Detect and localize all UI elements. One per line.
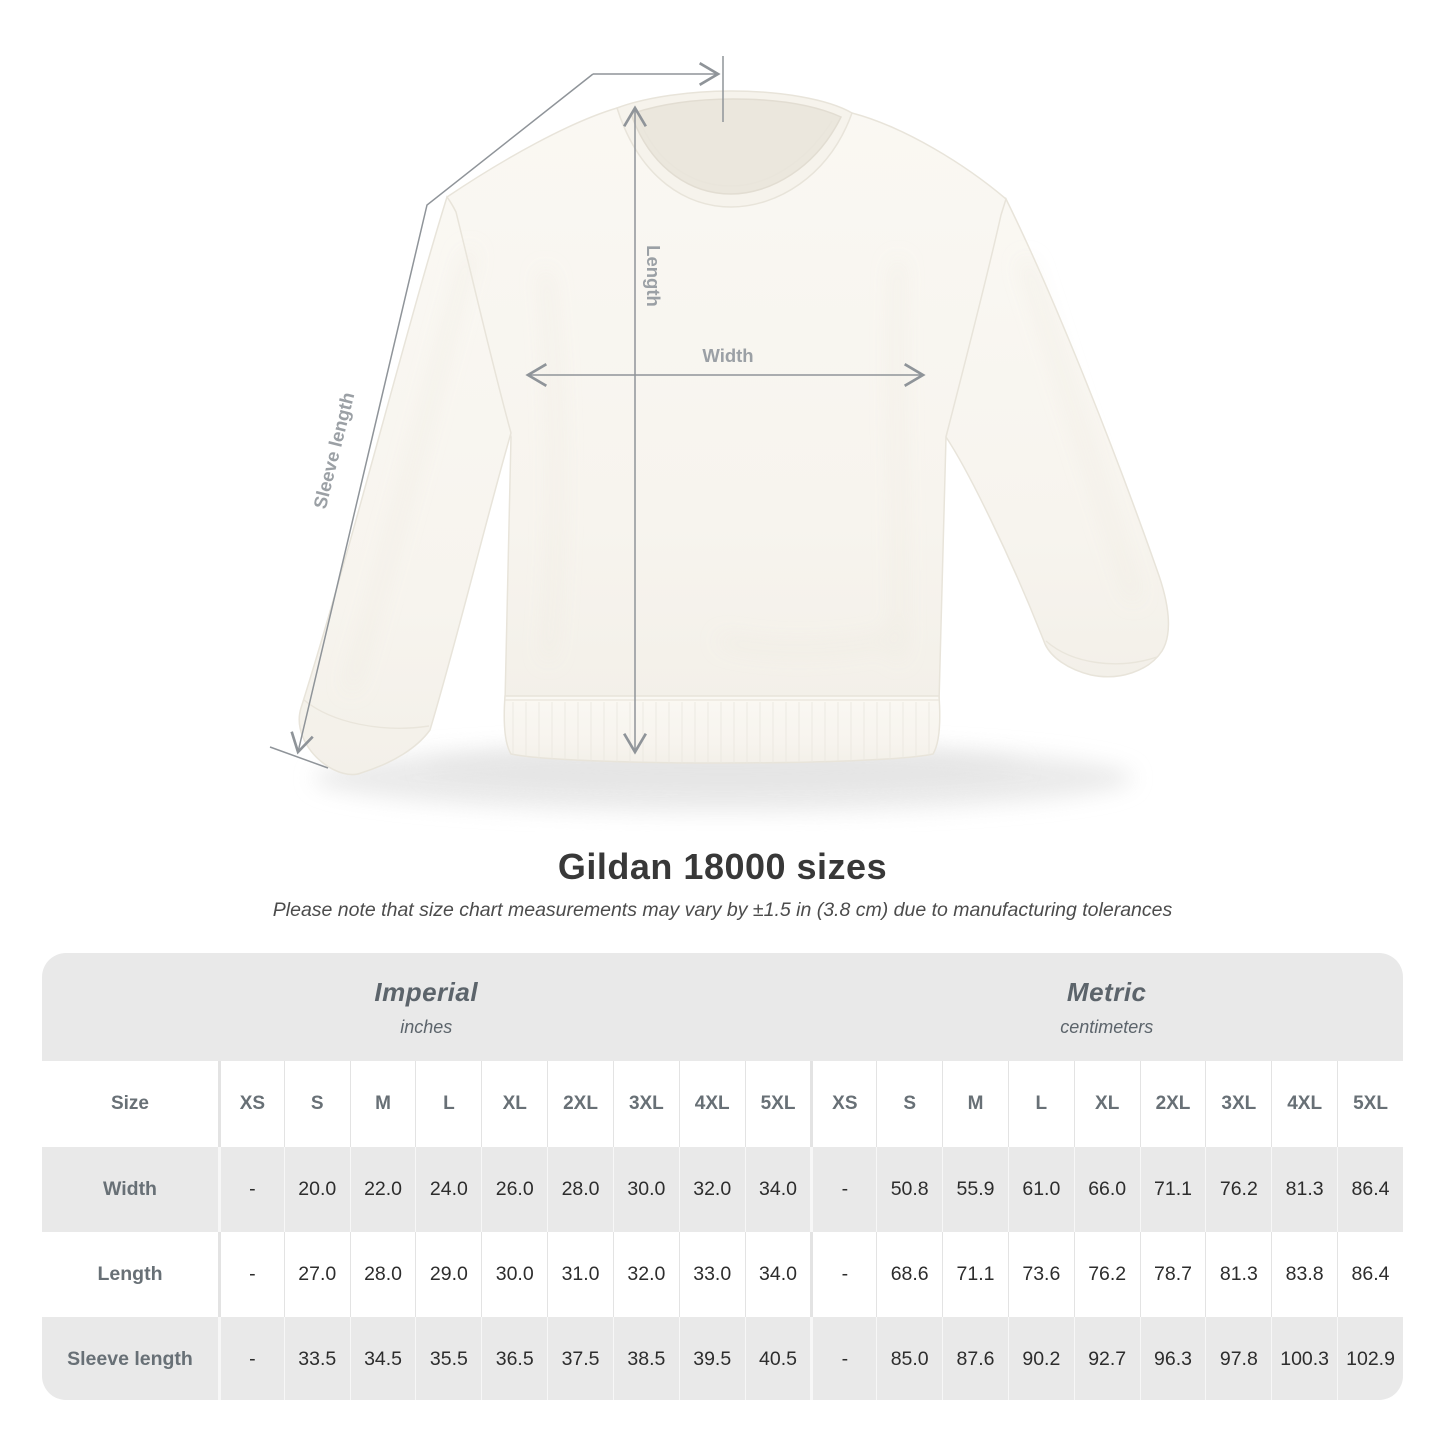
- value-cell: -: [218, 1317, 284, 1400]
- size-col-header: 4XL: [1271, 1061, 1337, 1147]
- value-cell: 55.9: [942, 1147, 1008, 1232]
- measurement-row-sleeve-length: [42, 1317, 1403, 1400]
- row-label: Width: [42, 1147, 218, 1232]
- value-cell: 22.0: [350, 1147, 416, 1232]
- size-col-header: S: [876, 1061, 942, 1147]
- value-cell: 40.5: [745, 1317, 811, 1400]
- value-cell: 20.0: [284, 1147, 350, 1232]
- unit-group-title: Imperial: [374, 976, 479, 1007]
- size-col-header: 4XL: [679, 1061, 745, 1147]
- row-label: Length: [42, 1232, 218, 1317]
- unit-group-imperial: [42, 953, 810, 1061]
- value-cell: 81.3: [1271, 1147, 1337, 1232]
- value-cell: 39.5: [679, 1317, 745, 1400]
- measurement-row-width: [42, 1147, 1403, 1232]
- value-cell: 76.2: [1205, 1147, 1271, 1232]
- value-cell: -: [218, 1232, 284, 1317]
- size-header-row: [42, 1061, 1403, 1147]
- value-cell: 34.0: [745, 1232, 811, 1317]
- value-cell: 87.6: [942, 1317, 1008, 1400]
- length-annotation-label: Length: [643, 245, 664, 307]
- value-cell: 78.7: [1140, 1232, 1206, 1317]
- value-cell: 33.0: [679, 1232, 745, 1317]
- value-cell: 100.3: [1271, 1317, 1337, 1400]
- value-cell: 32.0: [613, 1232, 679, 1317]
- size-col-header: L: [415, 1061, 481, 1147]
- value-cell: 37.5: [547, 1317, 613, 1400]
- value-cell: 38.5: [613, 1317, 679, 1400]
- row-label: Sleeve length: [42, 1317, 218, 1400]
- size-col-header: XS: [218, 1061, 284, 1147]
- value-cell: 31.0: [547, 1232, 613, 1317]
- value-cell: 26.0: [481, 1147, 547, 1232]
- value-cell: 85.0: [876, 1317, 942, 1400]
- value-cell: 30.0: [481, 1232, 547, 1317]
- size-col-header: XS: [810, 1061, 876, 1147]
- value-cell: 68.6: [876, 1232, 942, 1317]
- size-col-header: L: [1008, 1061, 1074, 1147]
- value-cell: 97.8: [1205, 1317, 1271, 1400]
- size-header-label: Size: [42, 1061, 218, 1147]
- value-cell: 76.2: [1074, 1232, 1140, 1317]
- size-col-header: 2XL: [1140, 1061, 1206, 1147]
- size-col-header: 5XL: [1337, 1061, 1403, 1147]
- sweatshirt-body: [299, 91, 1168, 775]
- value-cell: 30.0: [613, 1147, 679, 1232]
- unit-group-unit: inches: [400, 1016, 453, 1037]
- size-col-header: XL: [1074, 1061, 1140, 1147]
- size-col-header: M: [350, 1061, 416, 1147]
- unit-group-unit: centimeters: [1060, 1016, 1154, 1037]
- value-cell: 83.8: [1271, 1232, 1337, 1317]
- unit-group-metric: [810, 953, 1403, 1061]
- value-cell: 50.8: [876, 1147, 942, 1232]
- value-cell: 61.0: [1008, 1147, 1074, 1232]
- size-col-header: 2XL: [547, 1061, 613, 1147]
- value-cell: 24.0: [415, 1147, 481, 1232]
- value-cell: -: [810, 1232, 876, 1317]
- value-cell: 35.5: [415, 1317, 481, 1400]
- hem-ribbing: [504, 702, 940, 763]
- size-col-header: S: [284, 1061, 350, 1147]
- sleeve-length-annotation-label: Sleeve length: [309, 390, 359, 511]
- value-cell: 34.5: [350, 1317, 416, 1400]
- width-annotation-label: Width: [702, 345, 754, 366]
- value-cell: 81.3: [1205, 1232, 1271, 1317]
- value-cell: 90.2: [1008, 1317, 1074, 1400]
- value-cell: 86.4: [1337, 1232, 1403, 1317]
- value-cell: 71.1: [1140, 1147, 1206, 1232]
- value-cell: 92.7: [1074, 1317, 1140, 1400]
- size-col-header: 5XL: [745, 1061, 811, 1147]
- value-cell: -: [218, 1147, 284, 1232]
- value-cell: 33.5: [284, 1317, 350, 1400]
- value-cell: 86.4: [1337, 1147, 1403, 1232]
- page-subtitle: Please note that size chart measurements may vary by ±1.5 in (3.8 cm) due to manufacturing tolerances: [272, 899, 1173, 921]
- size-chart-table: [42, 953, 1403, 1400]
- unit-group-row: [42, 953, 1403, 1061]
- measurement-row-length: [42, 1232, 1403, 1317]
- value-cell: 28.0: [350, 1232, 416, 1317]
- value-cell: 73.6: [1008, 1232, 1074, 1317]
- value-cell: -: [810, 1317, 876, 1400]
- size-col-header: M: [942, 1061, 1008, 1147]
- value-cell: 27.0: [284, 1232, 350, 1317]
- value-cell: 96.3: [1140, 1317, 1206, 1400]
- value-cell: 102.9: [1337, 1317, 1403, 1400]
- page-title: Gildan 18000 sizes: [557, 846, 888, 887]
- value-cell: 34.0: [745, 1147, 811, 1232]
- value-cell: 28.0: [547, 1147, 613, 1232]
- size-chart-card: [42, 953, 1403, 1400]
- value-cell: 29.0: [415, 1232, 481, 1317]
- size-col-header: 3XL: [1205, 1061, 1271, 1147]
- value-cell: 66.0: [1074, 1147, 1140, 1232]
- size-col-header: XL: [481, 1061, 547, 1147]
- value-cell: 36.5: [481, 1317, 547, 1400]
- size-col-header: 3XL: [613, 1061, 679, 1147]
- value-cell: 32.0: [679, 1147, 745, 1232]
- unit-group-title: Metric: [1066, 976, 1147, 1007]
- value-cell: -: [810, 1147, 876, 1232]
- value-cell: 71.1: [942, 1232, 1008, 1317]
